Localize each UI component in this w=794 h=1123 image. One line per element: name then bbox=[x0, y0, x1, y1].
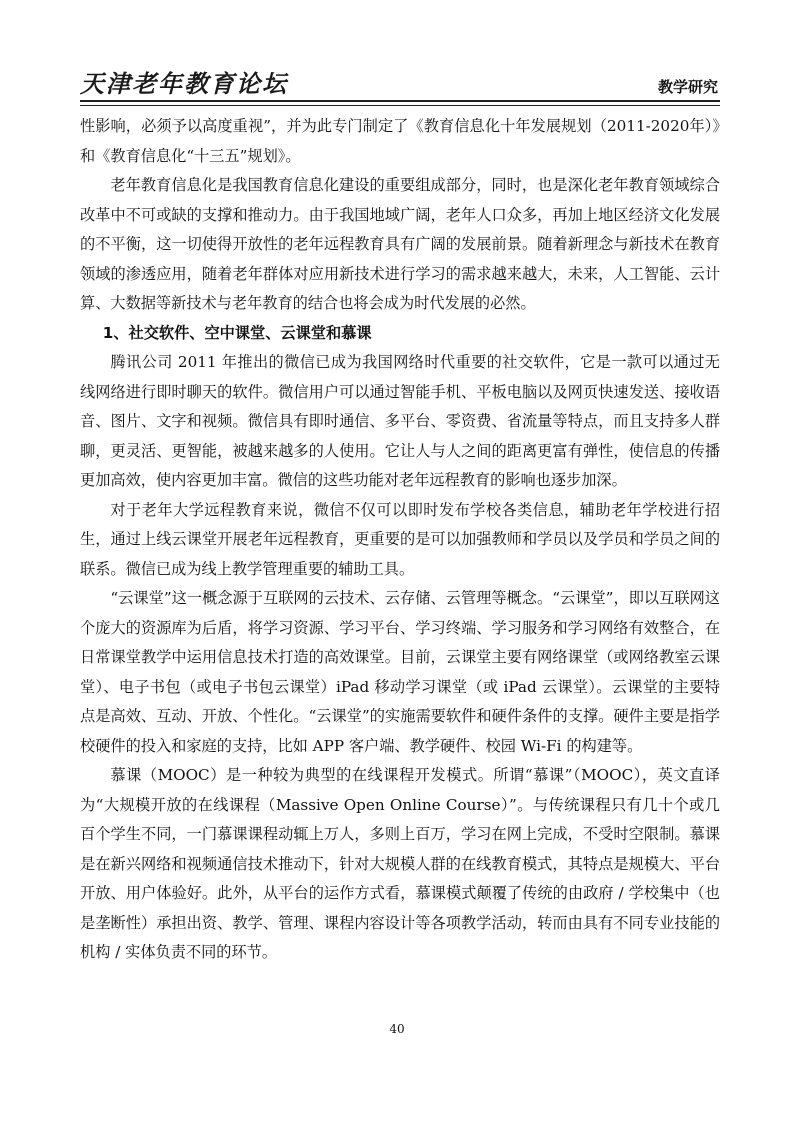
page-header bbox=[80, 60, 720, 100]
paragraph: 对于老年大学远程教育来说，微信不仅可以即时发布学校各类信息，辅助老年学校进行招生，通过上线云课堂开展老年远程教育，更重要的是可以加强教师和学员以及学员和学员之间的联系。微信已成为线上教学管理重要的辅助工具。 bbox=[80, 500, 720, 578]
paragraph-continued: 性影响，必须予以高度重视”，并为此专门制定了《教育信息化十年发展规划（2011-2020年）》和《教育信息化“十三五”规划》。 bbox=[80, 117, 720, 165]
page-number: 40 bbox=[389, 1022, 405, 1036]
paragraph: 慕课（MOOC）是一种较为典型的在线课程开发模式。所谓“慕课”（MOOC），英文直译为“大规模开放的在线课程（Massive Open Online Course）”。与传统课程只有几十个或几百个学生不同，一门慕课课程动辄上万人，多则上百万，学习在网上完成，不受时空限制。慕课是在新兴网络和视频通信技术推动下，针对大规模人群的在线教育模式，其特点是规模大、平台开放、用户体验好。此外，从平台的运作方式看，慕课模式颠覆了传统的由政府 / 学校集中（也是垄断性）承担出资、教学、管理、课程内容设计等各项教学活动，转而由具有不同专业技能的机构 / 实体负责不同的环节。 bbox=[80, 766, 720, 961]
paragraph: 腾讯公司 2011 年推出的微信已成为我国网络时代重要的社交软件，它是一款可以通过无线网络进行即时聊天的软件。微信用户可以通过智能手机、平板电脑以及网页快速发送、接收语音、图片、文字和视频。微信具有即时通信、多平台、零资费、省流量等特点，而且支持多人群聊，更灵活、更智能，被越来越多的人使用。它让人与人之间的距离更富有弹性，使信息的传播更加高效，使内容更加丰富。微信的这些功能对老年远程教育的影响也逐步加深。 bbox=[80, 353, 720, 489]
section-label: 教学研究 bbox=[657, 78, 718, 96]
header-rule-thin bbox=[80, 105, 720, 106]
section-heading: 1、社交软件、空中课堂、云课堂和慕课 bbox=[102, 323, 372, 342]
paragraph: “云课堂”这一概念源于互联网的云技术、云存储、云管理等概念。“云课堂”，即以互联网这个庞大的资源库为后盾，将学习资源、学习平台、学习终端、学习服务和学习网络有效整合，在日常课堂教学中运用信息技术打造的高效课堂。目前，云课堂主要有网络课堂（或网络教室云课堂）、电子书包（或电子书包云课堂）iPad 移动学习课堂（或 iPad 云课堂）。云课堂的主要特点是高效、互动、开放、个性化。“云课堂”的实施需要软件和硬件条件的支撑。硬件主要是指学校硬件的投入和家庭的支持，比如 APP 客户端、教学硬件、校园 Wi-Fi 的构建等。 bbox=[80, 589, 720, 755]
paragraph: 老年教育信息化是我国教育信息化建设的重要组成部分，同时，也是深化老年教育领域综合改革中不可或缺的支撑和推动力。由于我国地域广阔，老年人口众多，再加上地区经济文化发展的不平衡，这一切使得开放性的老年远程教育具有广阔的发展前景。随着新理念与新技术在教育领域的渗透应用，随着老年群体对应用新技术进行学习的需求越来越大，未来，人工智能、云计算、大数据等新技术与老年教育的结合也将会成为时代发展的必然。 bbox=[80, 176, 720, 312]
header-rule-thick bbox=[80, 100, 720, 102]
journal-logo: 天津老年教育论坛 bbox=[80, 69, 288, 98]
article-body bbox=[80, 112, 720, 968]
